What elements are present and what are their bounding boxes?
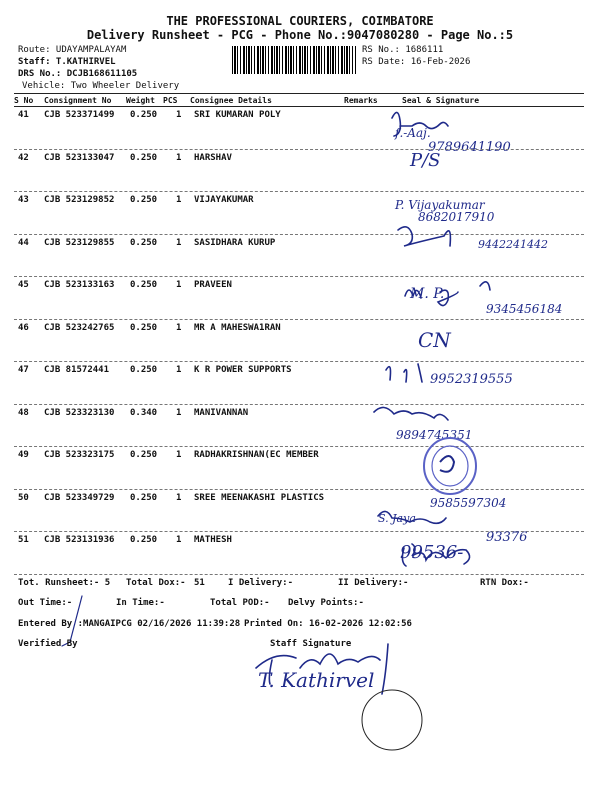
ink-sig-44	[398, 227, 450, 246]
row-consignment-no: CJB 523242765	[44, 322, 115, 333]
ink-sig-49	[440, 456, 454, 472]
row-weight: 0.250	[130, 237, 158, 248]
row-weight: 0.250	[130, 535, 158, 545]
row-handwritten-note: 9952319555	[430, 372, 513, 387]
staff-label: Staff: T.KATHIRVEL	[18, 57, 116, 67]
ink-sig-41	[392, 112, 448, 136]
rs-date: RS Date: 16-Feb-2026	[362, 57, 471, 67]
staff-signature-label: Staff Signature	[270, 639, 352, 649]
row-handwritten-note: 9345456184	[486, 302, 563, 316]
row-sno: 49	[18, 450, 29, 460]
printed-on: Printed On: 16-02-2026 12:02:56	[244, 619, 412, 629]
row-pcs: 1	[176, 237, 182, 248]
row-consignee: HARSHAV	[194, 152, 232, 163]
col-consignee: Consignee Details	[190, 96, 272, 105]
row-consignment-no: CJB 523371499	[44, 110, 115, 120]
total-pod: Total POD:-	[210, 598, 270, 608]
row-consignee: VIJAYAKUMAR	[194, 195, 254, 205]
row-consignee: RADHAKRISHNAN(EC MEMBER	[194, 450, 319, 460]
row-pcs: 1	[176, 152, 182, 163]
row-consignee: MATHESH	[194, 535, 232, 545]
row-pcs: 1	[176, 322, 182, 333]
row-handwritten-note: M. P.	[410, 286, 445, 302]
row-weight: 0.250	[130, 280, 158, 290]
row-pcs: 1	[176, 195, 182, 205]
row-sno: 51	[18, 535, 29, 545]
row-consignment-no: CJB 523133163	[44, 280, 115, 290]
vehicle-label: Vehicle: Two Wheeler Delivery	[22, 81, 180, 91]
row-sno: 41	[18, 110, 29, 120]
company-title: THE PROFESSIONAL COURIERS, COIMBATORE	[166, 14, 434, 28]
ink-sig-50	[378, 511, 446, 523]
rs-no: RS No.: 1686111	[362, 45, 444, 55]
row-handwritten-note: 9894745351	[396, 428, 473, 442]
row-sno: 47	[18, 365, 29, 375]
row-handwritten-note: 9789641190	[428, 140, 511, 155]
row-pcs: 1	[176, 450, 182, 460]
total-dox-value: 51	[194, 578, 205, 588]
row-pcs: 1	[176, 280, 182, 290]
col-consignment: Consignment No	[44, 96, 112, 105]
col-sno: S No	[14, 96, 34, 105]
row-pcs: 1	[176, 110, 182, 120]
drs-label: DRS No.: DCJB168611105	[18, 69, 138, 79]
ink-sig-51	[402, 544, 469, 566]
col-weight: Weight	[126, 96, 155, 105]
row-handwritten-note: 99536-	[400, 542, 464, 563]
ink-sig-45	[405, 282, 490, 306]
row-sno: 45	[18, 280, 29, 290]
row-weight: 0.250	[130, 322, 158, 333]
row-consignment-no: CJB 81572441	[44, 365, 110, 375]
row-pcs: 1	[176, 535, 182, 545]
row-sno: 46	[18, 322, 29, 333]
row-consignee: SREE MEENAKASHI PLASTICS	[194, 492, 325, 503]
row-consignment-no: CJB 523131936	[44, 535, 115, 545]
row-consignment-no: CJB 523349729	[44, 492, 115, 503]
row-pcs: 1	[176, 407, 182, 418]
ii-delivery: II Delivery:-	[338, 578, 409, 588]
row-weight: 0.250	[130, 110, 158, 120]
row-pcs: 1	[176, 492, 182, 503]
row-weight: 0.250	[130, 365, 158, 375]
ink-sig-48	[374, 407, 448, 420]
row-sno: 43	[18, 195, 29, 205]
staff-signature-hand: T. Kathirvel	[258, 668, 375, 692]
row-handwritten-note: S. Jaya	[378, 512, 416, 525]
row-sno: 44	[18, 237, 29, 248]
verified-by: Verified By	[18, 639, 78, 649]
row-handwritten-note: 93376	[486, 530, 528, 545]
rtn-dox: RTN Dox:-	[480, 578, 529, 588]
row-consignment-no: CJB 523323130	[44, 407, 115, 418]
row-weight: 0.250	[130, 152, 158, 163]
route-label: Route: UDAYAMPALAYAM	[18, 45, 127, 55]
row-weight: 0.340	[130, 407, 158, 418]
row-consignment-no: CJB 523129852	[44, 195, 115, 205]
row-sno: 42	[18, 152, 29, 163]
row-handwritten-note: 9585597304	[430, 496, 507, 510]
row-consignee: MR A MAHESWA1RAN	[194, 322, 281, 333]
i-delivery: I Delivery:-	[228, 578, 294, 588]
delvy-points: Delvy Points:-	[288, 598, 364, 608]
row-sno: 48	[18, 407, 29, 418]
row-consignment-no: CJB 523133047	[44, 152, 115, 163]
row-weight: 0.250	[130, 492, 158, 503]
row-consignment-no: CJB 523323175	[44, 450, 115, 460]
row-pcs: 1	[176, 365, 182, 375]
col-remarks: Remarks	[344, 96, 378, 105]
row-consignment-no: CJB 523129855	[44, 237, 115, 248]
col-pcs: PCS	[163, 96, 178, 105]
total-dox-label: Total Dox:-	[126, 578, 186, 588]
row-weight: 0.250	[130, 195, 158, 205]
row-handwritten-note: ſ.-Aaj.	[395, 126, 431, 140]
row-consignee: MANIVANNAN	[194, 407, 249, 418]
row-consignee: PRAVEEN	[194, 280, 232, 290]
row-handwritten-note: P. Vijayakumar	[395, 198, 485, 212]
row-sno: 50	[18, 492, 29, 503]
entered-by: Entered By :MANGAIPCG 02/16/2026 11:39:28	[18, 619, 241, 629]
rubber-stamp-inner	[432, 446, 468, 486]
tot-runsheet: Tot. Runsheet:- 5	[18, 578, 111, 588]
in-time: In Time:-	[116, 598, 165, 608]
col-seal: Seal & Signature	[402, 96, 480, 105]
row-consignee: SASIDHARA KURUP	[194, 237, 276, 248]
row-weight: 0.250	[130, 450, 158, 460]
ink-sig-47	[386, 364, 422, 382]
row-handwritten-note: 9442241442	[478, 238, 548, 251]
row-handwritten-note: 8682017910	[418, 210, 495, 224]
row-consignee: K R POWER SUPPORTS	[194, 365, 292, 375]
out-time: Out Time:-	[18, 598, 73, 608]
row-handwritten-note: CN	[418, 328, 451, 352]
row-handwritten-note: P/S	[410, 150, 441, 171]
round-seal	[362, 690, 422, 750]
row-consignee: SRI KUMARAN POLY	[194, 110, 281, 120]
runsheet-subtitle: Delivery Runsheet - PCG - Phone No.:9047080280 - Page No.:5	[86, 28, 514, 42]
